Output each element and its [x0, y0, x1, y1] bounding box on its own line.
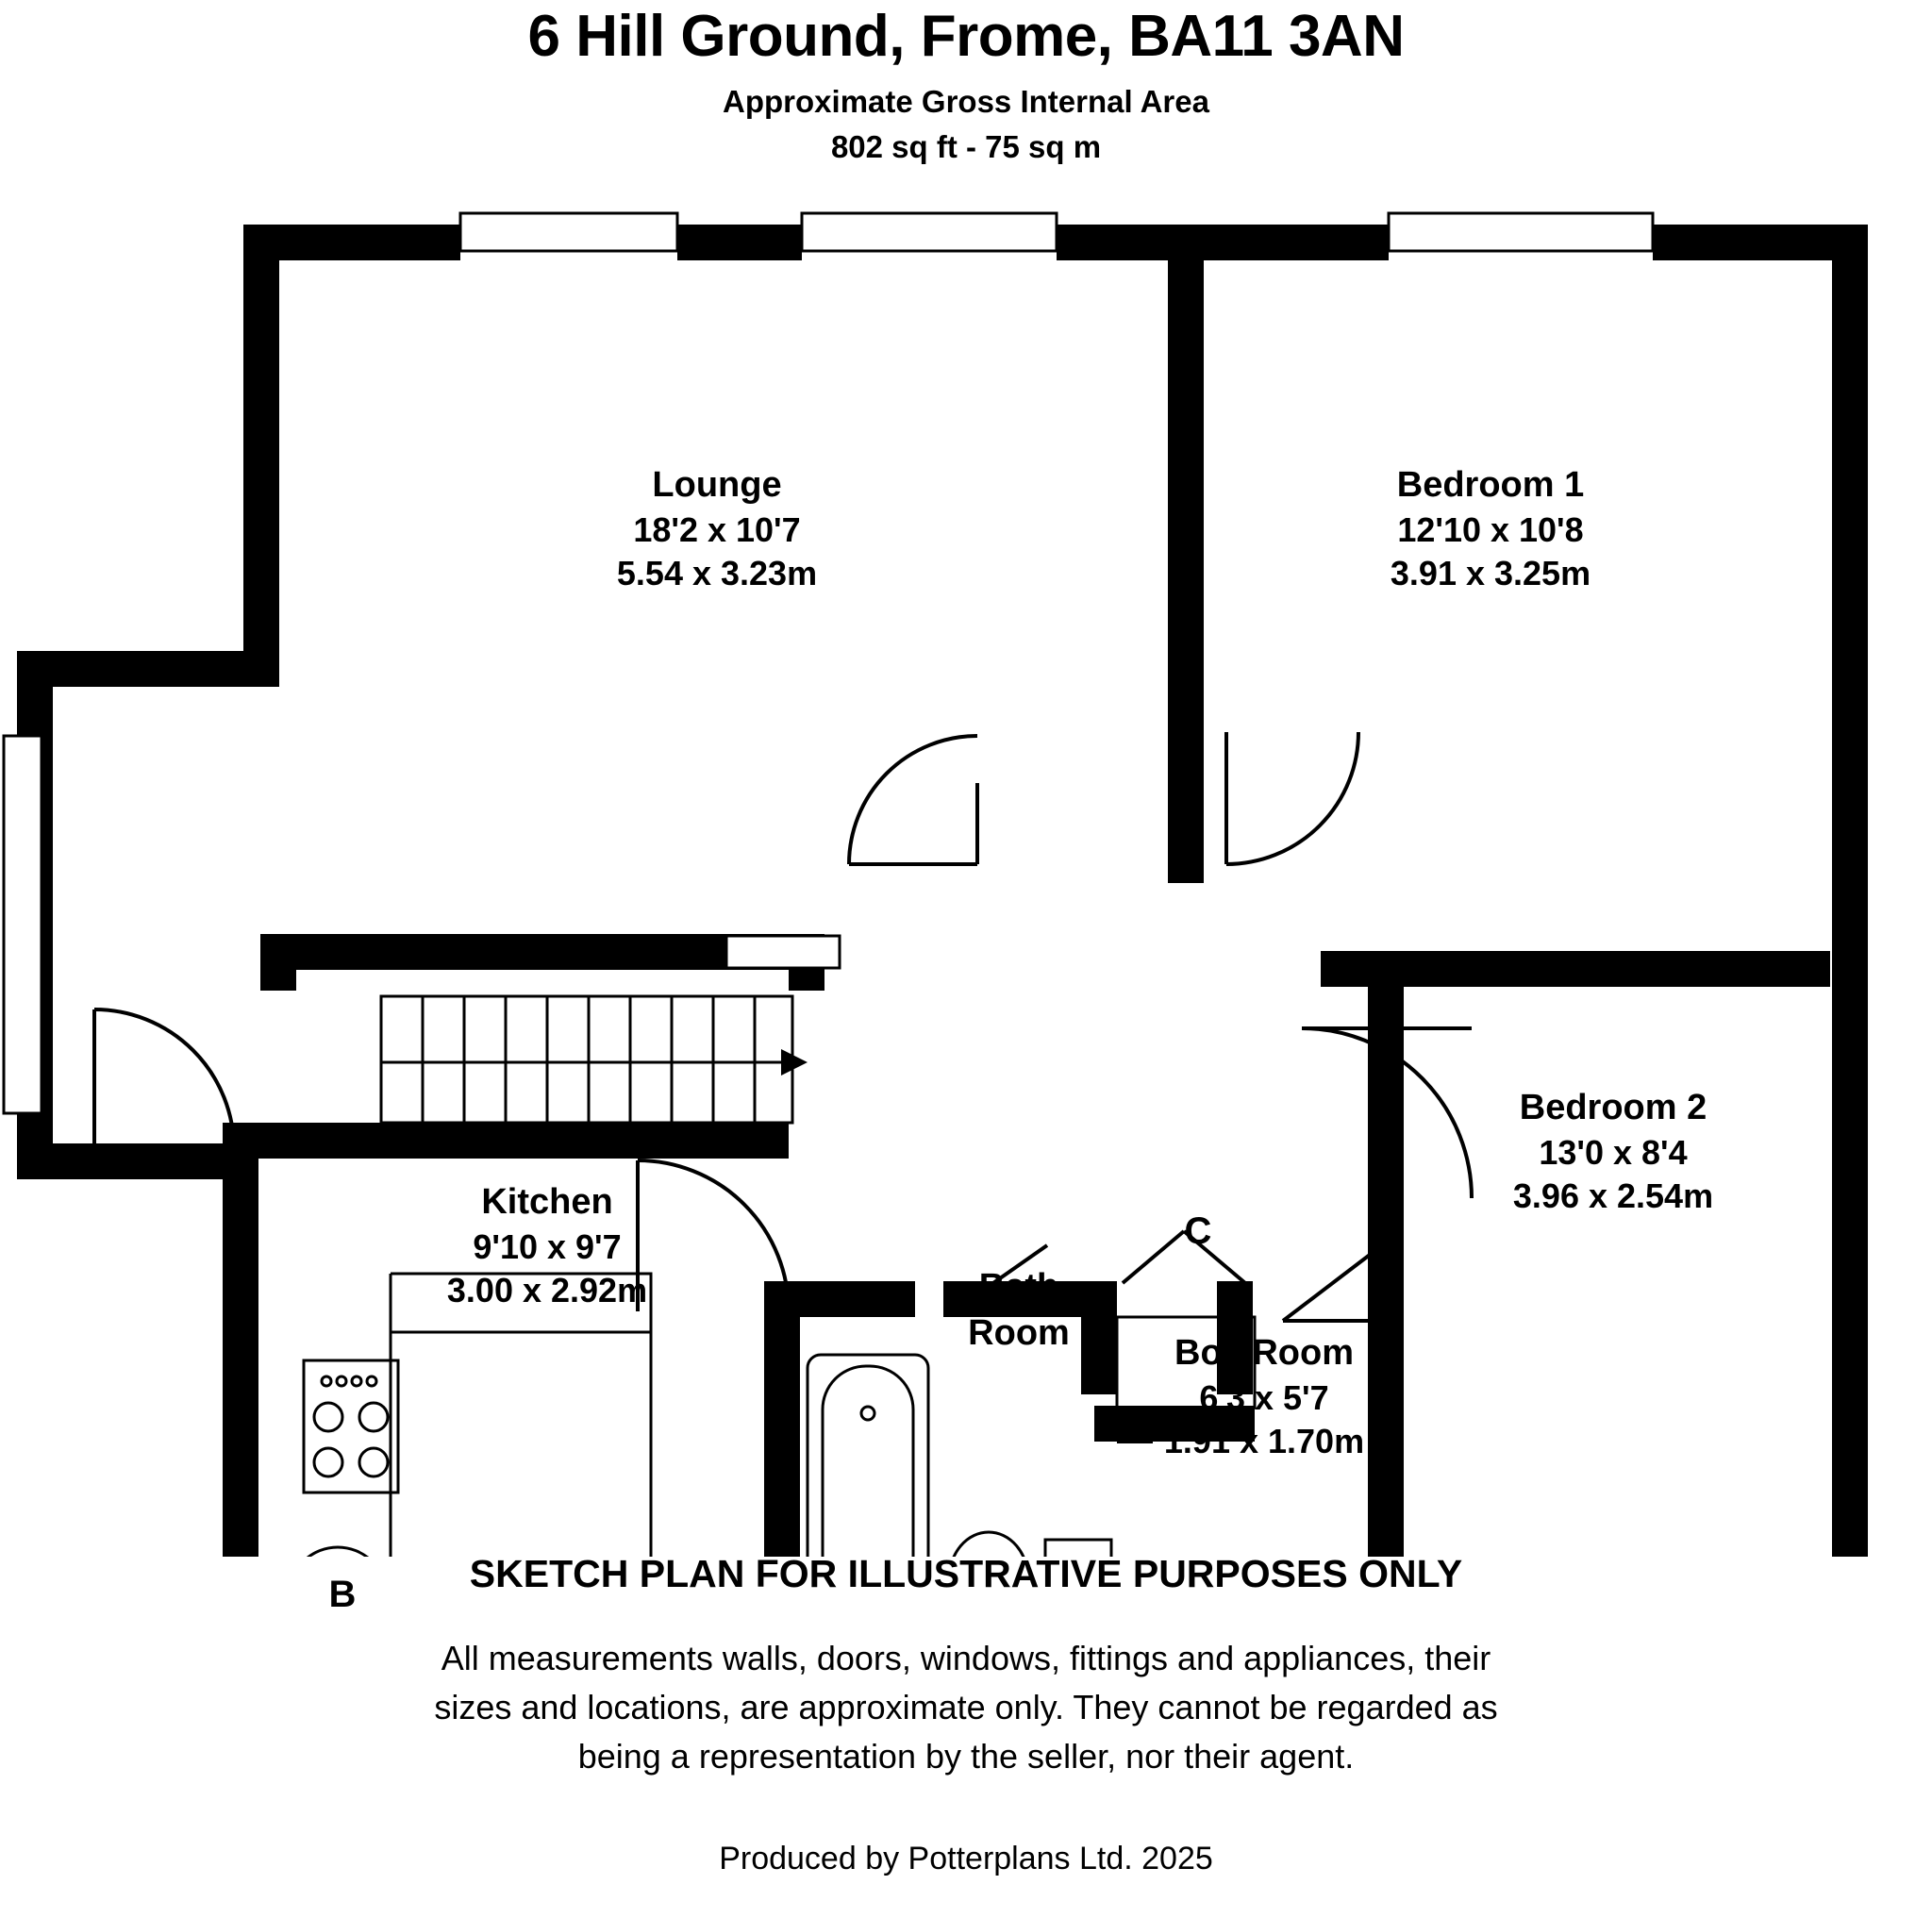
room-name: Box Room — [1174, 1333, 1354, 1373]
room-dim-metric: 3.96 x 2.54m — [1512, 1176, 1714, 1215]
cupboard-marker-label: C — [1184, 1210, 1212, 1252]
room-label-bedroom-2 — [1415, 1085, 1811, 1218]
room-label-bedroom-1 — [1292, 462, 1689, 595]
page-title: 6 Hill Ground, Frome, BA11 3AN — [527, 4, 1405, 69]
room-name: Kitchen — [481, 1182, 613, 1222]
doors-group — [94, 732, 1472, 1321]
disclaimer-line-1: All measurements walls, doors, windows, fittings and appliances, their — [441, 1639, 1491, 1677]
staircase — [381, 996, 808, 1123]
room-name: Lounge — [652, 465, 782, 505]
room-dim-imperial: 12'10 x 10'8 — [1397, 509, 1584, 549]
bathroom-fittings — [808, 1355, 1112, 1557]
room-label-box-room — [1094, 1330, 1434, 1463]
room-dim-imperial: 13'0 x 8'4 — [1539, 1132, 1688, 1172]
room-dim-imperial: 6'3 x 5'7 — [1199, 1377, 1329, 1417]
footer — [0, 1552, 1932, 1877]
area-caption: Approximate Gross Internal Area — [723, 84, 1209, 120]
room-label-lounge — [528, 462, 906, 595]
room-name-line1: Bath — [978, 1267, 1059, 1307]
room-dim-metric: 3.00 x 2.92m — [446, 1270, 648, 1309]
kitchen-fittings — [289, 1274, 651, 1557]
disclaimer-line-3: being a representation by the seller, nor their agent. — [577, 1737, 1355, 1776]
disclaimer-line-2: sizes and locations, are approximate only. They cannot be regarded as — [434, 1688, 1498, 1727]
header — [0, 0, 1932, 165]
area-value: 802 sq ft - 75 sq m — [830, 129, 1102, 165]
produced-by: Produced by Potterplans Ltd. 2025 — [719, 1840, 1213, 1876]
room-dim-metric: 1.91 x 1.70m — [1163, 1421, 1365, 1460]
room-label-kitchen — [368, 1179, 726, 1312]
disclaimer-body — [0, 1634, 1932, 1782]
room-dim-metric: 5.54 x 3.23m — [616, 553, 818, 592]
room-name: Bedroom 2 — [1519, 1088, 1707, 1127]
disclaimer-title: SKETCH PLAN FOR ILLUSTRATIVE PURPOSES ONLY — [469, 1552, 1463, 1595]
boiler-marker-label: B — [328, 1574, 357, 1615]
walls-group — [17, 225, 1868, 1557]
room-name-line2: Room — [968, 1312, 1070, 1353]
room-dim-imperial: 18'2 x 10'7 — [633, 509, 801, 549]
room-dim-metric: 3.91 x 3.25m — [1390, 553, 1591, 592]
room-dim-imperial: 9'10 x 9'7 — [473, 1226, 622, 1266]
room-name: Bedroom 1 — [1396, 465, 1585, 505]
